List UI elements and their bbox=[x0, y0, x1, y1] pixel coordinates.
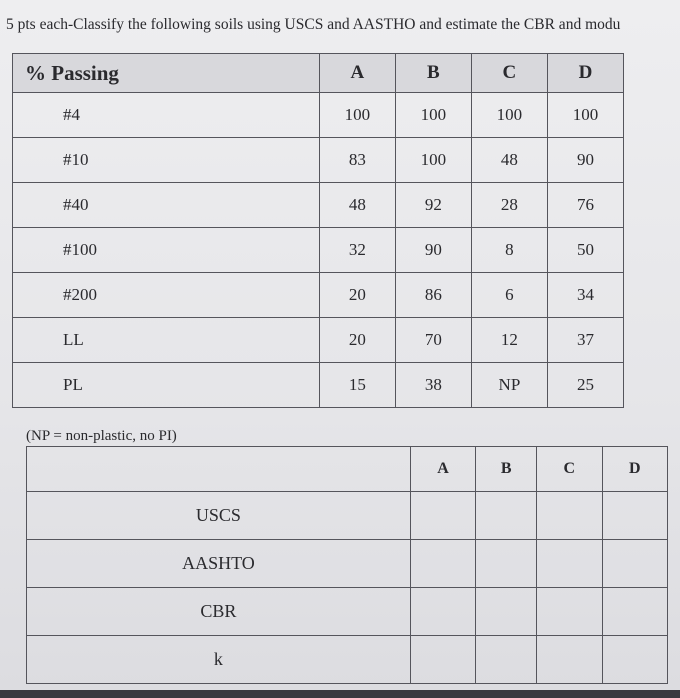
row-label: #200 bbox=[13, 273, 320, 318]
question-header: 5 pts each-Classify the following soils using USCS and AASTHO and estimate the CBR and modu bbox=[6, 16, 621, 33]
answer-cell bbox=[537, 636, 602, 684]
table-cell: 32 bbox=[319, 228, 395, 273]
header-cell: B bbox=[476, 447, 537, 492]
row-label: #4 bbox=[13, 93, 320, 138]
table-header-row bbox=[13, 54, 624, 93]
row-label: k bbox=[27, 636, 411, 684]
header-cell: C bbox=[537, 447, 602, 492]
header-cell: A bbox=[319, 54, 395, 93]
table-cell: 100 bbox=[471, 93, 547, 138]
table-cell: 34 bbox=[547, 273, 623, 318]
table-cell: 100 bbox=[395, 93, 471, 138]
table-row bbox=[13, 318, 624, 363]
row-label: AASHTO bbox=[27, 540, 411, 588]
table-cell: 25 bbox=[547, 363, 623, 408]
table-cell: 92 bbox=[395, 183, 471, 228]
sieve-analysis-table bbox=[12, 53, 624, 408]
header-cell: % Passing bbox=[13, 54, 320, 93]
table-cell: NP bbox=[471, 363, 547, 408]
row-label: PL bbox=[13, 363, 320, 408]
row-label: #100 bbox=[13, 228, 320, 273]
table-row bbox=[13, 183, 624, 228]
table-cell: 70 bbox=[395, 318, 471, 363]
answer-cell bbox=[602, 492, 667, 540]
row-label: #10 bbox=[13, 138, 320, 183]
table-header-row bbox=[27, 447, 668, 492]
answer-cell bbox=[537, 492, 602, 540]
table-cell: 100 bbox=[395, 138, 471, 183]
answer-cell bbox=[537, 540, 602, 588]
header-cell bbox=[27, 447, 411, 492]
table-row bbox=[27, 540, 668, 588]
answer-cell bbox=[537, 588, 602, 636]
table-cell: 8 bbox=[471, 228, 547, 273]
table-cell: 90 bbox=[395, 228, 471, 273]
answer-cell bbox=[476, 492, 537, 540]
row-label: #40 bbox=[13, 183, 320, 228]
table-cell: 90 bbox=[547, 138, 623, 183]
table-cell: 28 bbox=[471, 183, 547, 228]
table-cell: 50 bbox=[547, 228, 623, 273]
table-cell: 83 bbox=[319, 138, 395, 183]
bottom-edge-strip bbox=[0, 690, 680, 698]
answer-cell bbox=[410, 636, 475, 684]
table-row bbox=[13, 93, 624, 138]
table-cell: 76 bbox=[547, 183, 623, 228]
answer-cell bbox=[410, 588, 475, 636]
answer-cell bbox=[602, 636, 667, 684]
table-row bbox=[13, 363, 624, 408]
table-cell: 100 bbox=[547, 93, 623, 138]
answer-cell bbox=[410, 540, 475, 588]
answer-cell bbox=[476, 636, 537, 684]
answer-cell bbox=[476, 588, 537, 636]
table-cell: 38 bbox=[395, 363, 471, 408]
table-row bbox=[27, 636, 668, 684]
table-cell: 48 bbox=[471, 138, 547, 183]
header-cell: B bbox=[395, 54, 471, 93]
table-cell: 37 bbox=[547, 318, 623, 363]
table-row bbox=[13, 273, 624, 318]
table-cell: 12 bbox=[471, 318, 547, 363]
header-cell: D bbox=[602, 447, 667, 492]
header-cell: D bbox=[547, 54, 623, 93]
answer-cell bbox=[602, 540, 667, 588]
table-cell: 6 bbox=[471, 273, 547, 318]
table-cell: 20 bbox=[319, 273, 395, 318]
classification-answer-table bbox=[26, 446, 668, 684]
table-cell: 15 bbox=[319, 363, 395, 408]
row-label: LL bbox=[13, 318, 320, 363]
answer-cell bbox=[476, 540, 537, 588]
answer-cell bbox=[602, 588, 667, 636]
answer-cell bbox=[410, 492, 475, 540]
table-cell: 20 bbox=[319, 318, 395, 363]
header-cell: A bbox=[410, 447, 475, 492]
np-note: (NP = non-plastic, no PI) bbox=[26, 428, 177, 444]
table-row bbox=[27, 492, 668, 540]
table-row bbox=[13, 138, 624, 183]
table-row bbox=[27, 588, 668, 636]
table-cell: 48 bbox=[319, 183, 395, 228]
table-row bbox=[13, 228, 624, 273]
header-cell: C bbox=[471, 54, 547, 93]
table-cell: 86 bbox=[395, 273, 471, 318]
row-label: CBR bbox=[27, 588, 411, 636]
row-label: USCS bbox=[27, 492, 411, 540]
table-cell: 100 bbox=[319, 93, 395, 138]
